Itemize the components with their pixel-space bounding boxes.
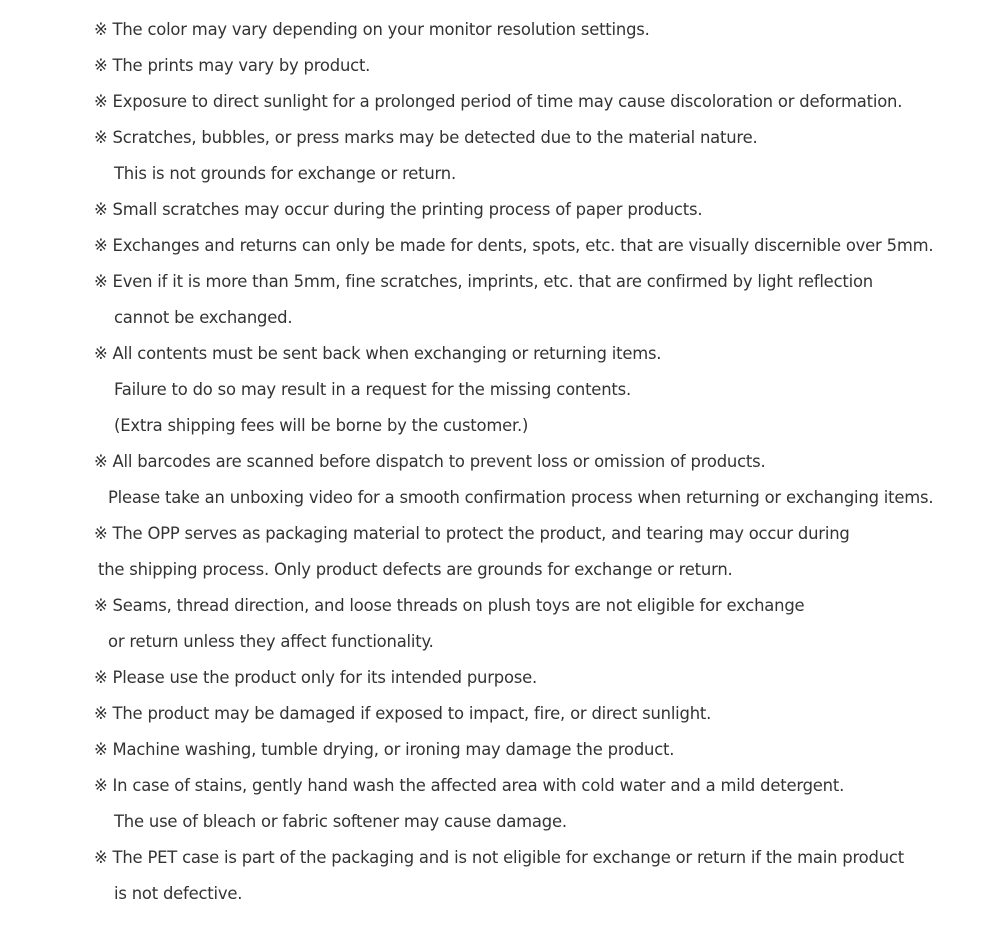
notice-line-continuation: This is not grounds for exchange or return.: [114, 164, 456, 183]
notice-line-continuation: The use of bleach or fabric softener may cause damage.: [114, 812, 567, 831]
notice-line: ※ All barcodes are scanned before dispatch to prevent loss or omission of products.: [94, 452, 766, 471]
notice-list: [0, 12, 1000, 912]
notice-line: ※ Please use the product only for its intended purpose.: [94, 668, 538, 687]
notice-line: ※ All contents must be sent back when exchanging or returning items.: [94, 344, 662, 363]
notice-line: ※ The prints may vary by product.: [94, 56, 371, 75]
notice-line-continuation: Failure to do so may result in a request for the missing contents.: [114, 380, 631, 399]
notice-line: ※ Exchanges and returns can only be made for dents, spots, etc. that are visually discernible over 5mm.: [94, 236, 934, 255]
notice-line: ※ Even if it is more than 5mm, fine scratches, imprints, etc. that are confirmed by light reflection: [94, 272, 873, 291]
notice-line: ※ Exposure to direct sunlight for a prolonged period of time may cause discoloration or deformation.: [94, 92, 903, 111]
notice-line-continuation: Please take an unboxing video for a smooth confirmation process when returning or exchanging items.: [108, 488, 934, 507]
notice-line: ※ The product may be damaged if exposed to impact, fire, or direct sunlight.: [94, 704, 712, 723]
notice-line-continuation: is not defective.: [114, 884, 243, 903]
notice-line: ※ Machine washing, tumble drying, or ironing may damage the product.: [94, 740, 675, 759]
notice-line: ※ Small scratches may occur during the printing process of paper products.: [94, 200, 703, 219]
notice-line-continuation: (Extra shipping fees will be borne by the customer.): [114, 416, 529, 435]
notice-line: ※ Seams, thread direction, and loose threads on plush toys are not eligible for exchange: [94, 596, 805, 615]
notice-line-continuation: cannot be exchanged.: [114, 308, 293, 327]
notice-line: ※ In case of stains, gently hand wash the affected area with cold water and a mild detergent.: [94, 776, 845, 795]
notice-line: ※ The OPP serves as packaging material to protect the product, and tearing may occur during: [94, 524, 850, 543]
notice-line: ※ The PET case is part of the packaging and is not eligible for exchange or return if the main product: [94, 848, 904, 867]
notice-line-continuation: or return unless they affect functionality.: [108, 632, 434, 651]
notice-line-continuation: the shipping process. Only product defects are grounds for exchange or return.: [98, 560, 733, 579]
notice-line: ※ Scratches, bubbles, or press marks may be detected due to the material nature.: [94, 128, 758, 147]
notice-line: ※ The color may vary depending on your monitor resolution settings.: [94, 20, 650, 39]
